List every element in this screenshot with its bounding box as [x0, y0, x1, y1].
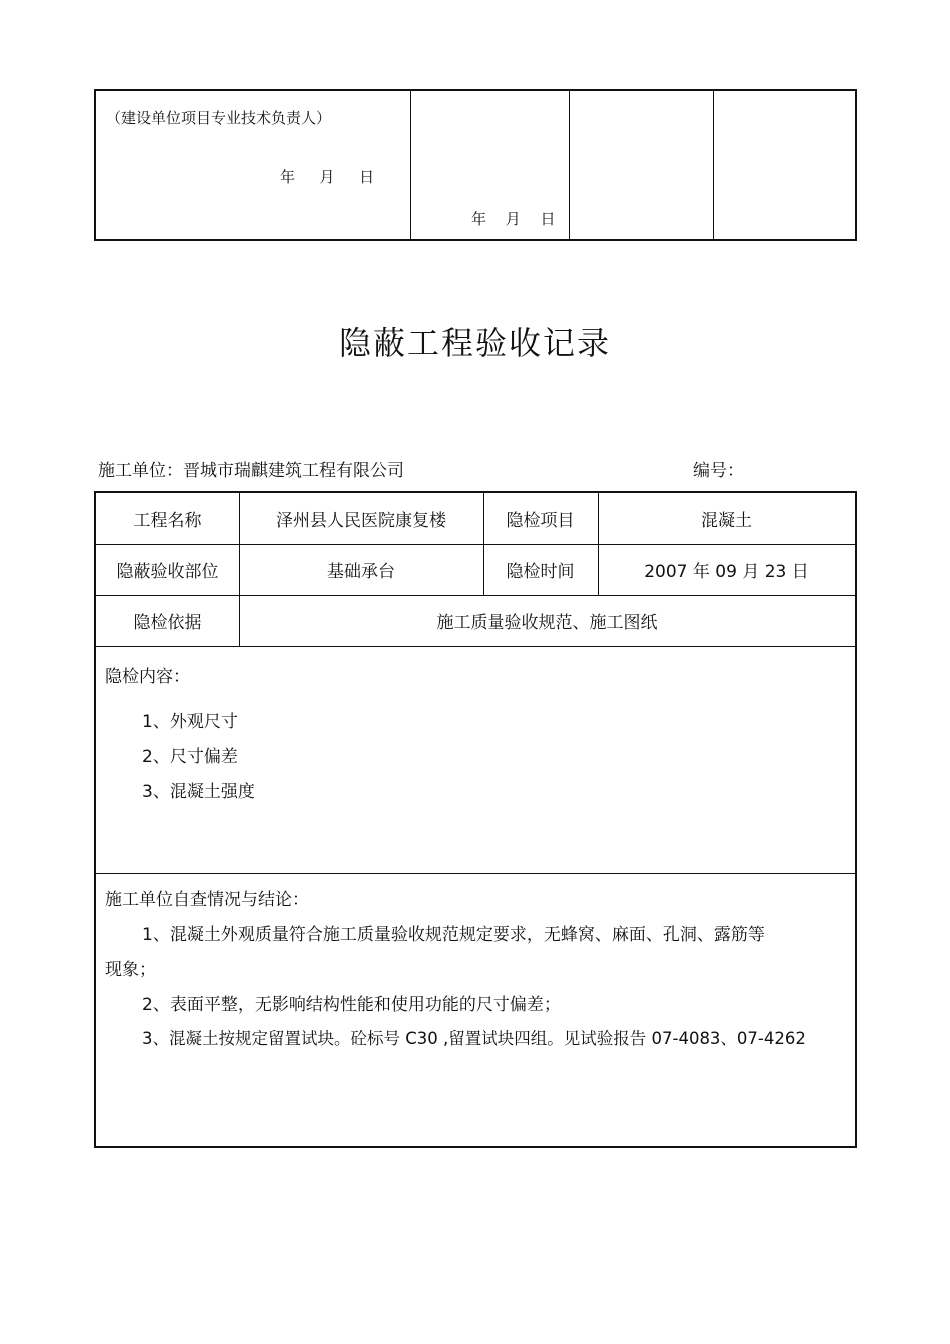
self-check-line: 现象；	[105, 960, 156, 980]
self-check-line: 2、表面平整，无影响结构性能和使用功能的尺寸偏差；	[142, 995, 561, 1015]
table-divider	[569, 91, 570, 239]
signature-table	[94, 89, 857, 241]
position-label: 隐蔽验收部位	[116, 562, 219, 582]
inspection-time-label: 隐检时间	[506, 562, 575, 582]
contractor-label: 施工单位：晋城市瑞麒建筑工程有限公司	[98, 461, 404, 481]
project-name-value: 泽州县人民医院康复楼	[276, 511, 446, 531]
content-item: 2、尺寸偏差	[142, 747, 238, 767]
inspection-time-value: 2007 年 09 月 23 日	[644, 562, 809, 582]
record-number-label: 编号：	[693, 461, 744, 481]
date-left: 年 月 日	[280, 168, 375, 186]
content-item: 1、外观尺寸	[142, 712, 238, 732]
self-check-line: 1、混凝土外观质量符合施工质量验收规范规定要求，无蜂窝、麻面、孔洞、露筋等	[142, 925, 765, 945]
position-value: 基础承台	[327, 562, 395, 582]
content-item: 3、混凝土强度	[142, 782, 255, 802]
content-label: 隐检内容：	[105, 667, 190, 687]
self-check-label: 施工单位自查情况与结论：	[105, 890, 309, 910]
inspection-item-label: 隐检项目	[506, 511, 575, 531]
project-name-label: 工程名称	[133, 511, 202, 531]
responsible-person-label: （建设单位项目专业技术负责人）	[106, 109, 332, 127]
table-divider	[713, 91, 714, 239]
table-divider	[410, 91, 411, 239]
inspection-record-table	[94, 491, 857, 1148]
page-title: 隐蔽工程验收记录	[338, 324, 611, 362]
row-divider	[96, 873, 855, 874]
basis-label: 隐检依据	[133, 613, 202, 633]
self-check-line: 3、混凝土按规定留置试块。砼标号 C30 ,留置试块四组。见试验报告 07-4083、07-4262	[142, 1029, 806, 1048]
row-divider	[96, 646, 855, 647]
inspection-item-value: 混凝土	[701, 511, 752, 531]
date-middle: 年 月 日	[471, 210, 556, 228]
basis-value: 施工质量验收规范、施工图纸	[436, 613, 658, 633]
